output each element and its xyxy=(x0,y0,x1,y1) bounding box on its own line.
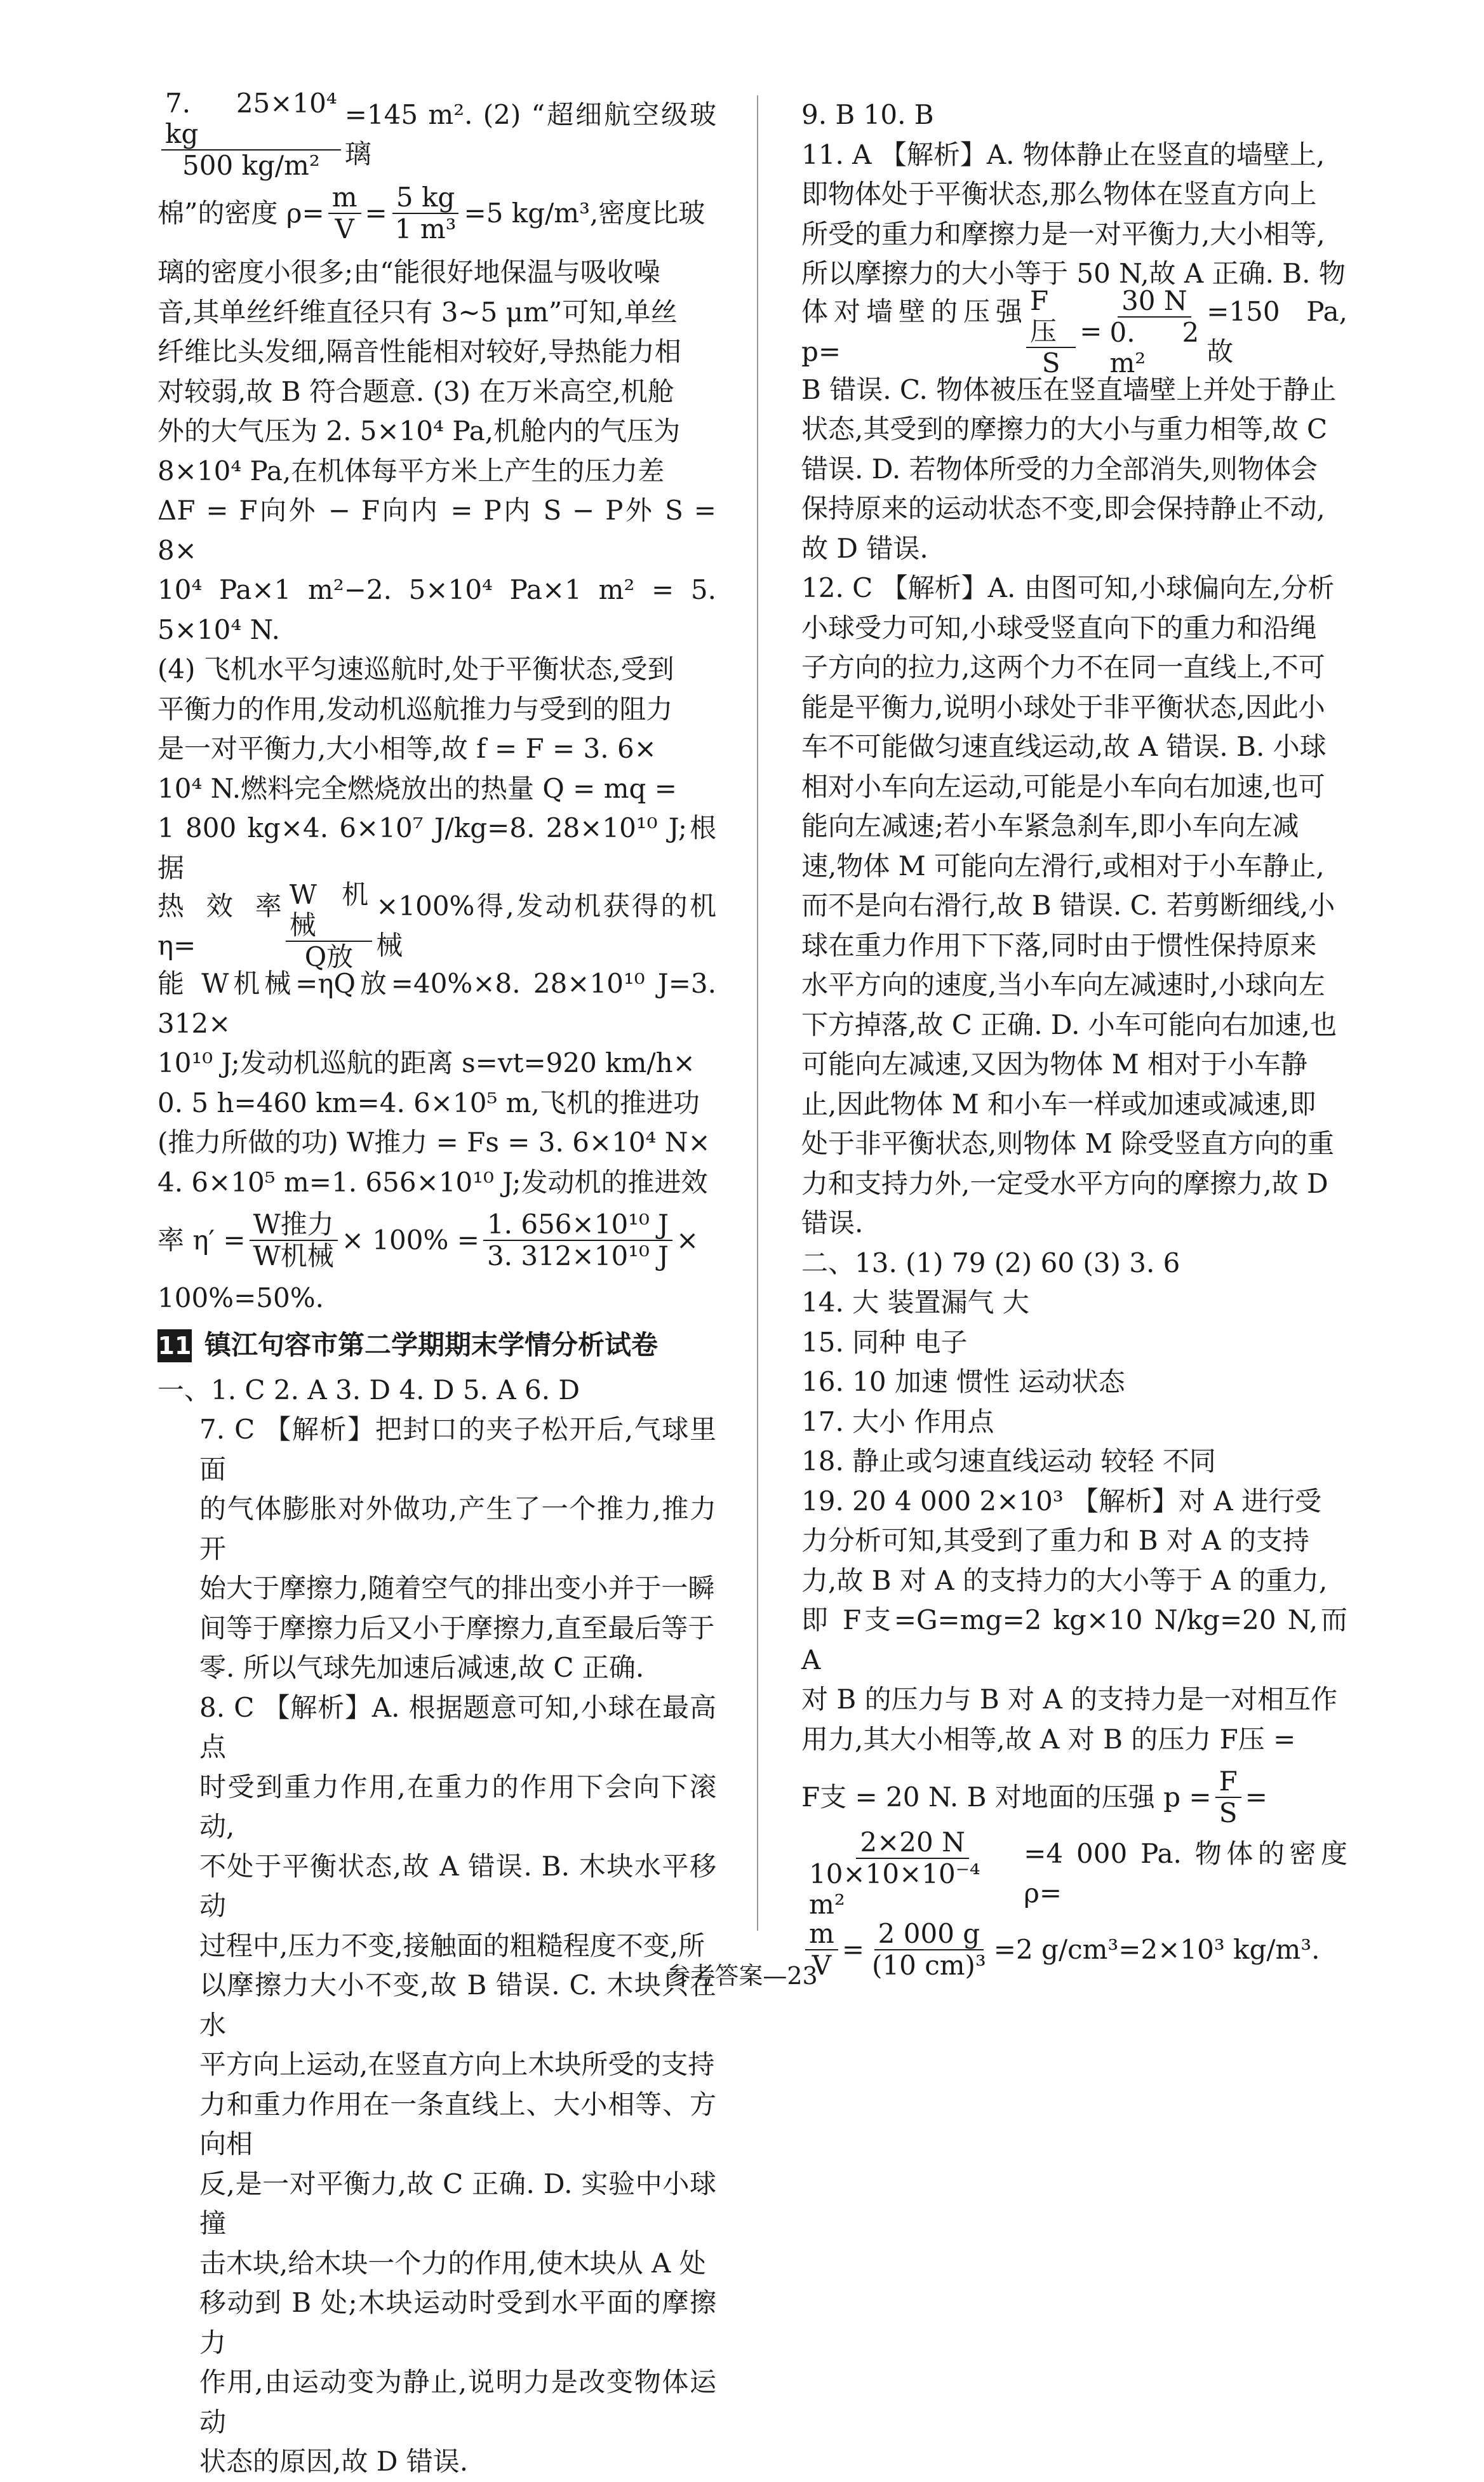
answer-q19 xyxy=(801,1482,1347,1989)
fraction-denominator: V xyxy=(335,213,354,245)
fraction-denominator: 3. 312×10¹⁰ J xyxy=(486,1240,669,1271)
formula-line-area xyxy=(157,88,716,181)
text-line: 0. 5 h=460 km=4. 6×10⁵ m,飞机的推进功 xyxy=(157,1087,700,1118)
text-line: 能是平衡力,说明小球处于非平衡状态,因此小 xyxy=(801,691,1325,723)
text-segment: =4 000 Pa. 物体的密度 ρ= xyxy=(1024,1837,1347,1908)
text-line: 车不可能做匀速直线运动,故 A 错误. B. 小球 xyxy=(801,731,1327,762)
text-line: 力和支持力外,一定受水平方向的摩擦力,故 D xyxy=(801,1167,1328,1199)
fraction-denominator: 500 kg/m² xyxy=(182,150,320,181)
text-line: 水平方向的速度,当小车向左减速时,小球向左 xyxy=(801,969,1325,1000)
text-line: 速,物体 M 可能向左滑行,或相对于小车静止, xyxy=(801,850,1325,882)
text-line: 处于非平衡状态,则物体 M 除受竖直方向的重 xyxy=(801,1128,1335,1159)
section-heading xyxy=(157,1325,716,1367)
answer-q12 xyxy=(801,568,1347,1244)
text-line: 小球受力可知,小球受竖直向下的重力和沿绳 xyxy=(801,612,1317,643)
text-line: 10¹⁰ J;发动机巡航的距离 s=vt=920 km/h× xyxy=(157,1047,695,1078)
answer-line-q17: 17. 大小 作用点 xyxy=(801,1405,994,1437)
text-line: 时受到重力作用,在重力的作用下会向下滚动, xyxy=(199,1771,716,1842)
formula-line-pressure xyxy=(801,285,1347,379)
answer-line-q13: 二、13. (1) 79 (2) 60 (3) 3. 6 xyxy=(801,1247,1180,1278)
fraction-numerator: 7. 25×10⁴ kg xyxy=(161,88,341,151)
fraction-numerator: 1. 656×10¹⁰ J xyxy=(483,1209,672,1241)
fraction-denominator: V xyxy=(812,1950,832,1981)
text-line: 10⁴ Pa×1 m²−2. 5×10⁴ Pa×1 m² = 5. 5×10⁴ N. xyxy=(157,574,716,645)
text-segment: 率 η′ = xyxy=(157,1224,246,1256)
text-line: 相对小车向左运动,可能是小车向右加速,也可 xyxy=(801,770,1325,802)
formula-line-pressure-value xyxy=(801,1827,1347,1920)
fraction-numerator: 5 kg xyxy=(392,182,458,214)
text-segment: 棉”的密度 ρ= xyxy=(157,197,324,229)
text-line: 8×10⁴ Pa,在机体每平方米上产生的压力差 xyxy=(157,455,665,486)
answer-q8 xyxy=(157,1688,716,2482)
fraction-numerator: W推力 xyxy=(250,1209,338,1241)
column-divider xyxy=(757,95,758,1931)
text-line: 12. C 【解析】A. 由图可知,小球偏向左,分析 xyxy=(801,572,1335,603)
page-footer: 参考答案—23 xyxy=(666,1962,818,1990)
section-title: 镇江句容市第二学期期末学情分析试卷 xyxy=(204,1329,658,1361)
text-line: 下方掉落,故 C 正确. D. 小车可能向右加速,也 xyxy=(801,1009,1337,1040)
text-line: 止,因此物体 M 和小车一样或加速或减速,即 xyxy=(801,1088,1316,1120)
fraction-denominator: 0. 2 m² xyxy=(1109,316,1200,379)
text-line: 用力,其大小相等,故 A 对 B 的压力 F压 = xyxy=(801,1723,1296,1755)
fraction-numerator: 30 N xyxy=(1118,286,1191,318)
fraction-area xyxy=(161,88,341,181)
text-line: 7. C 【解析】把封口的夹子松开后,气球里面 xyxy=(199,1414,716,1485)
text-line: (4) 飞机水平匀速巡航时,处于平衡状态,受到 xyxy=(157,654,674,685)
text-line: 平方向上运动,在竖直方向上木块所受的支持 xyxy=(199,2049,715,2080)
text-line: 能向左减速;若小车紧急刹车,即小车向左减 xyxy=(801,810,1299,842)
text-line: 球在重力作用下下落,同时由于惯性保持原来 xyxy=(801,929,1317,961)
formula-line-efficiency xyxy=(157,879,716,972)
fraction-work-ratio xyxy=(250,1209,338,1271)
fraction-denominator: Q放 xyxy=(304,941,354,972)
text-segment: =5 kg/m³,密度比玻 xyxy=(464,197,705,229)
section-number-badge: 11 xyxy=(157,1329,192,1362)
text-segment: =2 g/cm³=2×10³ kg/m³. xyxy=(993,1933,1320,1965)
right-column xyxy=(801,95,1347,1988)
text-line: 纤维比头发细,隔音性能相对较好,导热能力相 xyxy=(157,336,681,367)
text-segment: = xyxy=(1080,316,1102,347)
text-line: 的气体膨胀对外做功,产生了一个推力,推力开 xyxy=(199,1493,716,1564)
formula-line-ground-pressure xyxy=(801,1759,1347,1835)
answer-line-q1-6: 一、1. C 2. A 3. D 4. D 5. A 6. D xyxy=(157,1374,580,1405)
text-line: 是一对平衡力,大小相等,故 f = F = 3. 6× xyxy=(157,733,657,764)
text-line: 子方向的拉力,这两个力不在同一直线上,不可 xyxy=(801,652,1325,683)
text-line: 不处于平衡状态,故 A 错误. B. 木块水平移动 xyxy=(199,1850,716,1921)
fraction-numerator: F压 xyxy=(1026,286,1076,348)
text-line: 8. C 【解析】A. 根据题意可知,小球在最高点 xyxy=(199,1691,716,1762)
text-line: 11. A 【解析】A. 物体静止在竖直的墙壁上, xyxy=(801,138,1325,170)
formula-line-density xyxy=(157,174,716,253)
answer-q7 xyxy=(157,1410,716,1688)
text-line: 即 F支=G=mg=2 kg×10 N/kg=20 N,而 A xyxy=(801,1604,1347,1675)
text-line: 击木块,给木块一个力的作用,使木块从 A 处 xyxy=(199,2247,706,2279)
fraction-numerator: W机械 xyxy=(286,880,372,942)
text-segment: × 100% = xyxy=(341,1224,479,1256)
text-line: 保持原来的运动状态不变,即会保持静止不动, xyxy=(801,493,1325,524)
fraction-numerator: m xyxy=(805,1919,838,1950)
text-segment: =145 m². (2) “超细航空级玻璃 xyxy=(344,98,716,170)
text-line: 力和重力作用在一条直线上、大小相等、方向相 xyxy=(199,2088,716,2159)
fraction-denominator: 1 m³ xyxy=(394,213,457,245)
fraction-numerator: F xyxy=(1215,1766,1241,1798)
text-line: 状态,其受到的摩擦力的大小与重力相等,故 C xyxy=(801,413,1328,445)
text-segment: × xyxy=(676,1224,699,1256)
text-line: 力,故 B 对 A 的支持力的大小等于 A 的重力, xyxy=(801,1564,1328,1596)
text-line: 璃的密度小很多;由“能很好地保温与吸收噪 xyxy=(157,257,660,288)
text-line: ΔF = F向外 − F向内 = P内 S − P外 S = 8× xyxy=(157,495,716,566)
text-line: 能 W机械=ηQ放=40%×8. 28×10¹⁰ J=3. 312× xyxy=(157,968,716,1039)
text-line: 过程中,压力不变,接触面的粗糙程度不变,所 xyxy=(199,1929,705,1961)
text-segment: = xyxy=(1245,1781,1267,1813)
fraction-denominator: S xyxy=(1219,1797,1238,1828)
text-line: 10⁴ N.燃料完全燃烧放出的热量 Q = mq = xyxy=(157,772,677,804)
text-line: 对 B 的压力与 B 对 A 的支持力是一对相互作 xyxy=(801,1684,1338,1715)
fraction-denominator: 10×10×10⁻⁴ m² xyxy=(809,1858,980,1920)
fraction-numerator: 2×20 N xyxy=(856,1827,968,1859)
text-line: 所以摩擦力的大小等于 50 N,故 A 正确. B. 物 xyxy=(801,258,1346,289)
fraction-m-over-v xyxy=(328,182,361,245)
fraction-efficiency xyxy=(286,880,372,972)
fraction-denominator: S xyxy=(1041,347,1060,379)
fraction-f-over-s xyxy=(1026,286,1076,379)
text-line: 所受的重力和摩擦力是一对平衡力,大小相等, xyxy=(801,218,1325,250)
text-line: B 错误. C. 物体被压在竖直墙壁上并处于静止 xyxy=(801,373,1337,405)
fraction-f-over-s xyxy=(1215,1766,1241,1828)
fraction-denominator: W机械 xyxy=(253,1240,334,1271)
answer-line-q9-10: 9. B 10. B xyxy=(801,99,934,130)
text-line: 音,其单丝纤维直径只有 3~5 μm”可知,单丝 xyxy=(157,296,678,328)
text-line: 始大于摩擦力,随着空气的排出变小并于一瞬 xyxy=(199,1573,715,1604)
text-line: 作用,由运动变为静止,说明力是改变物体运动 xyxy=(199,2366,716,2438)
fraction-pressure-values xyxy=(1106,286,1203,379)
text-line: 状态的原因,故 D 错误. xyxy=(199,2446,469,2477)
text-line: 故 D 错误. xyxy=(801,532,928,564)
text-segment: 体对墙壁的压强 p= xyxy=(801,296,1022,367)
fraction-density-values xyxy=(391,182,460,245)
text-line: (推力所做的功) W推力 = Fs = 3. 6×10⁴ N× xyxy=(157,1127,711,1158)
text-segment: F支 = 20 N. B 对地面的压强 p = xyxy=(801,1781,1212,1813)
text-line: 以摩擦力大小不变,故 B 错误. C. 木块只在水 xyxy=(199,1969,716,2041)
text-line: 零. 所以气球先加速后减速,故 C 正确. xyxy=(199,1652,645,1683)
answer-line-q16: 16. 10 加速 惯性 运动状态 xyxy=(801,1366,1125,1397)
text-segment: = xyxy=(364,197,387,229)
text-line: 100%=50%. xyxy=(157,1282,324,1313)
fraction-numerator: m xyxy=(328,182,361,214)
text-line: 可能向左减速,又因为物体 M 相对于小车静 xyxy=(801,1049,1308,1080)
text-segment: = xyxy=(841,1933,865,1965)
answer-line-q18: 18. 静止或匀速直线运动 较轻 不同 xyxy=(801,1446,1216,1477)
text-line: 平衡力的作用,发动机巡航推力与受到的阻力 xyxy=(157,693,673,725)
answer-q11 xyxy=(801,135,1347,569)
fraction-pressure-calc xyxy=(805,1827,1020,1920)
answer-line-q14: 14. 大 装置漏气 大 xyxy=(801,1287,1029,1318)
text-line: 错误. xyxy=(801,1207,864,1238)
text-line: 力分析可知,其受到了重力和 B 对 A 的支持 xyxy=(801,1525,1309,1556)
text-line: 即物体处于平衡状态,那么物体在竖直方向上 xyxy=(801,178,1317,210)
text-line: 4. 6×10⁵ m=1. 656×10¹⁰ J;发动机的推进效 xyxy=(157,1166,708,1198)
text-line: 间等于摩擦力后又小于摩擦力,直至最后等于 xyxy=(199,1612,715,1644)
answer-line-q15: 15. 同种 电子 xyxy=(801,1326,968,1358)
formula-line-propulsion-rate xyxy=(157,1202,716,1278)
text-line: 反,是一对平衡力,故 C 正确. D. 实验中小球撞 xyxy=(199,2168,716,2239)
text-segment: =150 Pa,故 xyxy=(1207,296,1347,367)
text-line: 外的大气压为 2. 5×10⁴ Pa,机舱内的气压为 xyxy=(157,415,681,446)
text-line: 错误. D. 若物体所受的力全部消失,则物体会 xyxy=(801,453,1318,485)
left-column xyxy=(157,88,716,2482)
text-line: 移动到 B 处;木块运动时受到水平面的摩擦力 xyxy=(199,2287,716,2358)
fraction-numerator: 2 000 g xyxy=(874,1919,984,1950)
text-line: 对较弱,故 B 符合题意. (3) 在万米高空,机舱 xyxy=(157,375,674,407)
fraction-work-values xyxy=(483,1209,672,1271)
text-line: 1 800 kg×4. 6×10⁷ J/kg=8. 28×10¹⁰ J;根据 xyxy=(157,812,716,883)
text-segment: 热效率 η= xyxy=(157,890,282,961)
fraction-denominator: (10 cm)³ xyxy=(872,1950,986,1981)
text-line: 而不是向右滑行,故 B 错误. C. 若剪断细线,小 xyxy=(801,890,1335,921)
text-segment: ×100%得,发动机获得的机械 xyxy=(376,890,716,961)
text-line: 19. 20 4 000 2×10³ 【解析】对 A 进行受 xyxy=(801,1485,1322,1517)
